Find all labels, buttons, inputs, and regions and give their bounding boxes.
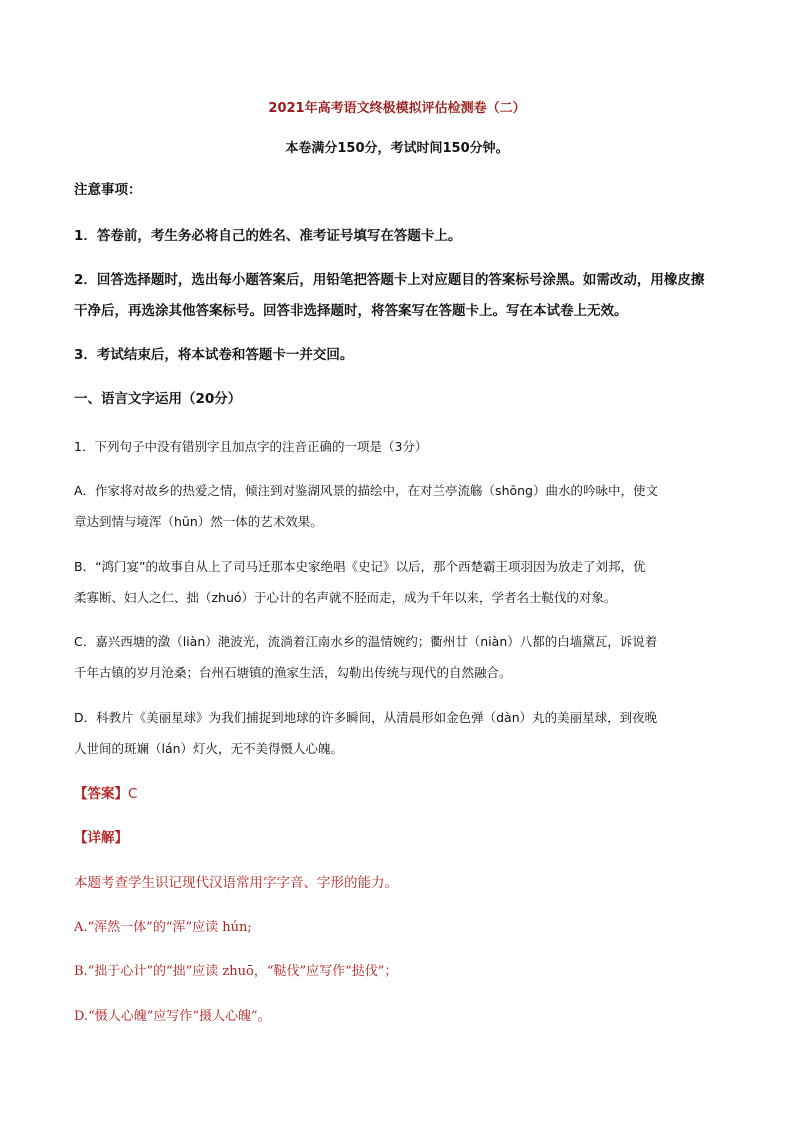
- option-d-line-1: D．科教片《美丽星球》为我们捕捉到地球的许多瞬间，从清晨形如金色弹（dàn）丸的美丽星球，到夜晚: [74, 710, 658, 725]
- notice-item-3: 3．考试结束后，将本试卷和答题卡一并交回。: [74, 347, 354, 363]
- notice-item-1: 1．答卷前，考生务必将自己的姓名、准考证号填写在答题卡上。: [74, 228, 462, 244]
- explanation-label: 【详解】: [74, 830, 128, 846]
- option-c-line-1: C．嘉兴西塘的潋（liàn）滟波光，流淌着江南水乡的温情婉约；衢州廿（niàn）八都的白墙黛瓦，诉说着: [74, 634, 658, 649]
- question-1-stem: 1．下列句子中没有错别字且加点字的注音正确的一项是（3分）: [74, 439, 428, 454]
- explanation-a: A.“浑然一体”的“浑”应读 hún;: [74, 920, 252, 935]
- explanation-intro: 本题考查学生识记现代汉语常用字字音、字形的能力。: [74, 875, 398, 891]
- explanation-d: D.“慑人心魄”应写作“摄人心魄”。: [74, 1009, 271, 1024]
- exam-info: 本卷满分150分，考试时间150分钟。: [285, 141, 509, 156]
- notice-item-2-line-1: 2．回答选择题时，选出每小题答案后，用铅笔把答题卡上对应题目的答案标号涂黑。如需改动，用橡皮擦: [74, 272, 705, 288]
- notice-heading: 注意事项：: [74, 182, 142, 198]
- option-b-line-1: B．“鸿门宴”的故事自从上了司马迁那本史家绝唱《史记》以后，那个西楚霸王项羽因为放走了刘邦，优: [74, 559, 646, 574]
- answer-value: C: [128, 786, 138, 802]
- option-b-line-2: 柔寡断、妇人之仁、拙（zhuó）于心计的名声就不胫而走，成为千年以来，学者名士鞑伐的对象。: [74, 590, 617, 605]
- notice-item-2-line-2: 干净后，再选涂其他答案标号。回答非选择题时，将答案写在答题卡上。写在本试卷上无效。: [74, 303, 628, 319]
- option-c-line-2: 千年古镇的岁月沧桑；台州石塘镇的渔家生活，勾勒出传统与现代的自然融合。: [74, 665, 512, 680]
- answer-label: 【答案】: [74, 786, 128, 802]
- option-d-line-2: 人世间的斑斓（lán）灯火，无不美得慑人心魄。: [74, 741, 344, 756]
- section-1-heading: 一、语言文字运用（20分）: [74, 391, 242, 407]
- explanation-b: B.“拙于心计”的“拙”应读 zhuō，“鞑伐”应写作“挞伐”；: [74, 964, 398, 979]
- option-a-line-2: 章达到情与境浑（hūn）然一体的艺术效果。: [74, 514, 323, 529]
- document-title: 2021年高考语文终极模拟评估检测卷（二）: [268, 101, 526, 116]
- answer-line: [74, 784, 734, 804]
- option-a-line-1: A．作家将对故乡的热爱之情，倾注到对鉴湖风景的描绘中，在对兰亭流觞（shōng）曲水的吟咏中，使文: [74, 483, 658, 498]
